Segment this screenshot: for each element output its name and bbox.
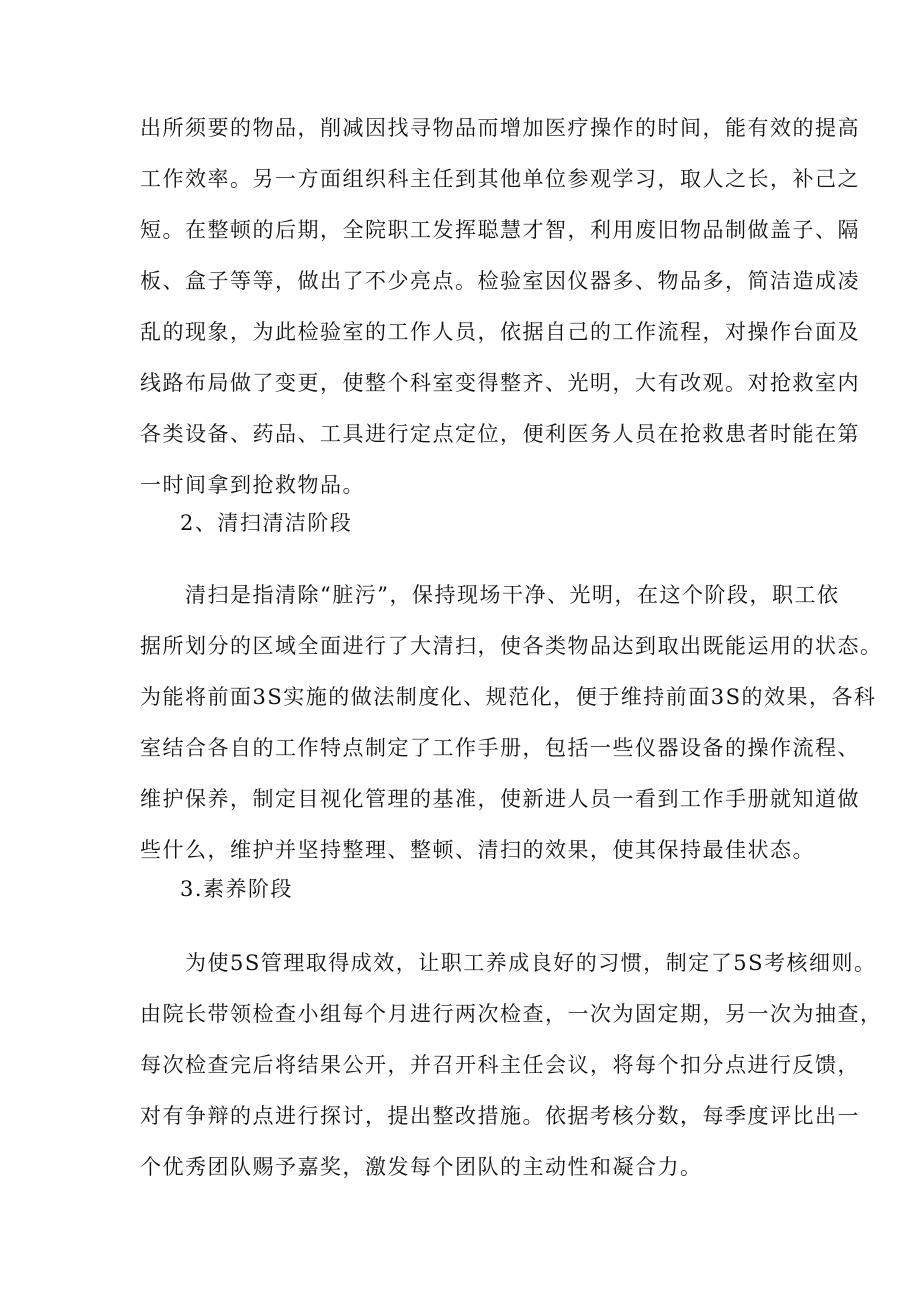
text-line: 据所划分的区域全面进行了大清扫，使各类物品达到取出既能运用的状态。 [140, 634, 883, 658]
text-line: 维护保养，制定目视化管理的基准，使新进人员一看到工作手册就知道做 [140, 787, 860, 811]
paragraph-cleaning [140, 570, 883, 876]
text-line: 各类设备、药品、工具进行定点定位，便利医务人员在抢救患者时能在第 [140, 422, 860, 446]
text-line: 板、盒子等等，做出了不少亮点。检验室因仪器多、物品多，简洁造成凌 [140, 269, 860, 293]
text-line: 为能将前面3S实施的做法制度化、规范化，便于维持前面3S的效果，各科 [140, 685, 877, 709]
text-line: 线路布局做了变更，使整个科室变得整齐、光明，大有改观。对抢救室内 [140, 371, 860, 395]
text-line: 工作效率。另一方面组织科主任到其他单位参观学习，取人之长，补己之 [140, 167, 860, 191]
text-line: 个优秀团队赐予嘉奖，激发每个团队的主动性和凝合力。 [140, 1155, 703, 1179]
text-line: 一时间拿到抢救物品。 [140, 473, 365, 497]
text-line: 为使5S管理取得成效，让职工养成良好的习惯，制定了5S考核细则。 [140, 951, 877, 975]
text-line: 室结合各自的工作特点制定了工作手册，包括一些仪器设备的操作流程、 [140, 736, 860, 760]
text-line: 清扫是指清除“脏污”，保持现场干净、光明，在这个阶段，职工依 [140, 583, 840, 607]
text-line: 乱的现象，为此检验室的工作人员，依据自己的工作流程，对操作台面及 [140, 320, 860, 344]
paragraph-arrangement-continued [140, 103, 860, 511]
text-line: 对有争辩的点进行探讨，提出整改措施。依据考核分数，每季度评比出一 [140, 1104, 860, 1128]
text-line: 些什么，维护并坚持整理、整顿、清扫的效果，使其保持最佳状态。 [140, 838, 815, 862]
text-line: 由院长带领检查小组每个月进行两次检查，一次为固定期，另一次为抽查， [140, 1002, 883, 1026]
text-line: 每次检查完后将结果公开，并召开科主任会议，将每个扣分点进行反馈， [140, 1053, 860, 1077]
text-line: 短。在整顿的后期，全院职工发挥聪慧才智，利用废旧物品制做盖子、隔 [140, 218, 860, 242]
section-heading-discipline: 3.素养阶段 [180, 877, 294, 901]
text-line: 出所须要的物品，削减因找寻物品而增加医疗操作的时间，能有效的提高 [140, 116, 860, 140]
section-heading-cleaning: 2、清扫清洁阶段 [180, 511, 353, 535]
paragraph-discipline [140, 938, 883, 1193]
